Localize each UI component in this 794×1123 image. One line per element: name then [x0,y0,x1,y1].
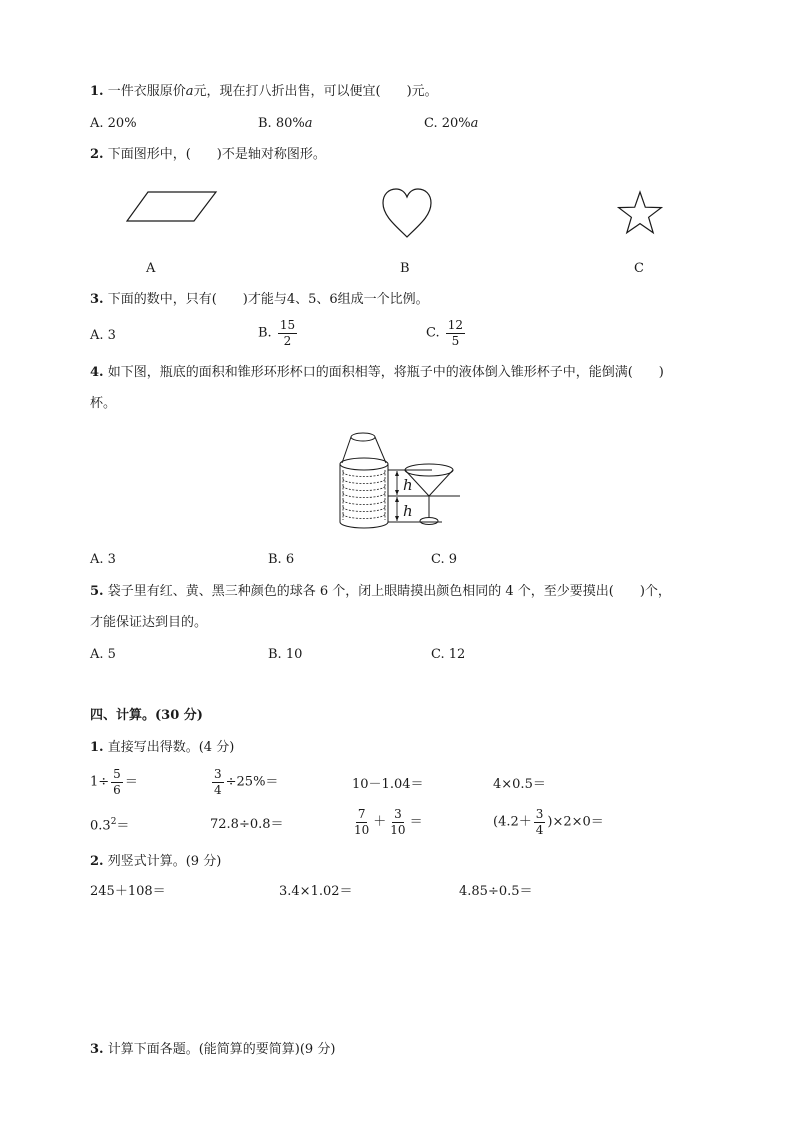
q4-option-a[interactable]: A. 3 [90,552,116,567]
fraction: $\frac{5}{6}$ [113,767,121,797]
expression-5: $0.3^2=$ [90,817,130,834]
fraction: $\frac{3}{10}$ [390,807,406,837]
q5-option-c[interactable]: C. 12 [431,647,466,662]
part-3-title: 3. 计算下面各题。(能简算的要简算)(9 分) [90,1042,336,1057]
height-label-bottom: h [403,502,413,520]
question-4-stem-line1: 4. 如下图，瓶底的面积和锥形环形杯口的面积相等，将瓶子中的液体倒入锥形杯子中，能倒满( ) [90,365,664,380]
question-1-stem: 1. 一件衣服原价a元，现在打八折出售，可以便宜( )元。 [90,84,438,99]
section-4-title: 四、计算。(30 分) [90,708,203,723]
q3-option-c[interactable]: C. $\frac{12}{5}$ [426,318,464,348]
q1-option-c[interactable]: C. 20%a [424,116,479,131]
part-2-title: 2. 列竖式计算。(9 分) [90,854,222,869]
bottle-and-cone-cup-figure [334,430,464,532]
expression-7: $\frac{7}{10}$ ＋ $\frac{3}{10}$ ＝ [354,807,423,837]
fraction: $\frac{12}{5}$ [447,318,464,348]
expression-2: $\frac{3}{4}$ ÷25%＝ [214,767,279,797]
heart-icon [380,186,434,240]
q3-option-b[interactable]: B. $\frac{15}{2}$ [258,318,296,348]
question-5-stem-line1: 5. 袋子里有红、黄、黑三种颜色的球各 6 个，闭上眼睛摸出颜色相同的 4 个，至少要摸出( )个， [90,584,671,599]
q1-option-b[interactable]: B. 80%a [258,116,313,131]
vertical-calc-2: 3.4×1.02＝ [279,884,353,899]
q1-option-a[interactable]: A. 20% [90,116,137,131]
question-4-stem-line2: 杯。 [90,396,117,411]
fraction: $\frac{3}{4}$ [535,807,544,837]
q2-label-a[interactable]: A [146,261,156,276]
q4-option-b[interactable]: B. 6 [268,552,295,567]
question-5-stem-line2: 才能保证达到目的。 [90,615,208,630]
expression-6: 72.8÷0.8＝ [210,817,284,832]
fraction: $\frac{3}{4}$ [214,767,222,797]
star-icon [616,190,664,236]
expression-4: 4×0.5＝ [493,777,546,792]
q3-option-a[interactable]: A. 3 [90,328,116,343]
q2-label-c[interactable]: C [634,261,644,276]
parallelogram-icon [126,191,218,223]
q4-option-c[interactable]: C. 9 [431,552,458,567]
height-label-top: h [403,476,413,494]
q5-option-a[interactable]: A. 5 [90,647,116,662]
question-2-stem: 2. 下面图形中，( )不是轴对称图形。 [90,147,326,162]
expression-8: (4.2＋ $\frac{3}{4}$ )×2×0＝ [493,807,604,837]
question-3-stem: 3. 下面的数中，只有( )才能与4、5、6组成一个比例。 [90,292,429,307]
fraction: $\frac{7}{10}$ [354,807,370,837]
q5-option-b[interactable]: B. 10 [268,647,303,662]
vertical-calc-3: 4.85÷0.5＝ [459,884,533,899]
expression-1: 1÷ $\frac{5}{6}$ ＝ [90,767,138,797]
expression-3: 10－1.04＝ [352,777,424,792]
q2-label-b[interactable]: B [400,261,410,276]
fraction: $\frac{15}{2}$ [279,318,296,348]
vertical-calc-1: 245＋108＝ [90,884,166,899]
part-1-title: 1. 直接写出得数。(4 分) [90,740,235,755]
